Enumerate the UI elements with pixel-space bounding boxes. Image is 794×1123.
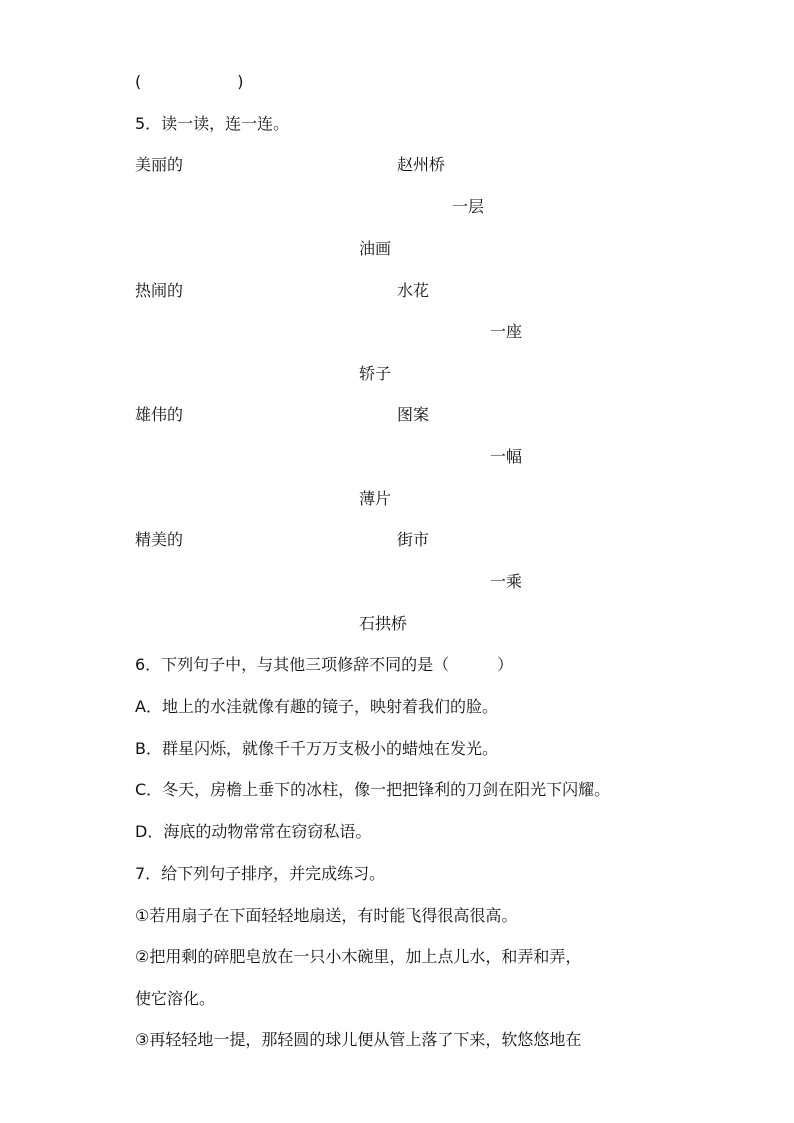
q5-middle-item: 油画 <box>359 239 392 258</box>
question-7-title: 7．给下列句子排序，并完成练习。 <box>135 864 386 883</box>
q5-measure-item: 一幅 <box>490 447 523 466</box>
q7-sentence-continuation: 使它溶化。 <box>135 989 216 1008</box>
answer-blank: ( ) <box>135 72 244 91</box>
q6-option-a: A．地上的水洼就像有趣的镜子，映射着我们的脸。 <box>135 697 498 716</box>
q6-option-b: B．群星闪烁，就像千千万万支极小的蜡烛在发光。 <box>135 739 498 758</box>
q5-left-item: 雄伟的 <box>135 405 184 424</box>
q5-middle-item: 石拱桥 <box>359 614 408 633</box>
q5-measure-item: 一座 <box>490 322 523 341</box>
q7-sentence: ③再轻轻地一提，那轻圆的球儿便从管上落了下来，软悠悠地在 <box>135 1030 582 1049</box>
q5-left-item: 美丽的 <box>135 155 184 174</box>
q5-middle-item: 街市 <box>397 530 430 549</box>
q5-measure-item: 一乘 <box>490 572 523 591</box>
q6-option-d: D．海底的动物常常在窃窃私语。 <box>135 822 372 841</box>
question-6-title: 6．下列句子中，与其他三项修辞不同的是（ ） <box>135 655 514 674</box>
question-5-title: 5．读一读，连一连。 <box>135 114 290 133</box>
q5-middle-item: 赵州桥 <box>397 155 446 174</box>
q5-left-item: 精美的 <box>135 530 184 549</box>
q5-measure-item: 一层 <box>452 197 485 216</box>
q6-option-c: C．冬天，房檐上垂下的冰柱，像一把把锋利的刀剑在阳光下闪耀。 <box>135 780 611 799</box>
q7-sentence: ①若用扇子在下面轻轻地扇送，有时能飞得很高很高。 <box>135 906 518 925</box>
q5-middle-item: 水花 <box>397 281 430 300</box>
q5-left-item: 热闹的 <box>135 281 184 300</box>
q7-sentence: ②把用剩的碎肥皂放在一只小木碗里，加上点儿水，和弄和弄， <box>135 947 582 966</box>
q5-middle-item: 轿子 <box>359 364 392 383</box>
q5-middle-item: 薄片 <box>359 489 392 508</box>
q5-middle-item: 图案 <box>397 405 430 424</box>
